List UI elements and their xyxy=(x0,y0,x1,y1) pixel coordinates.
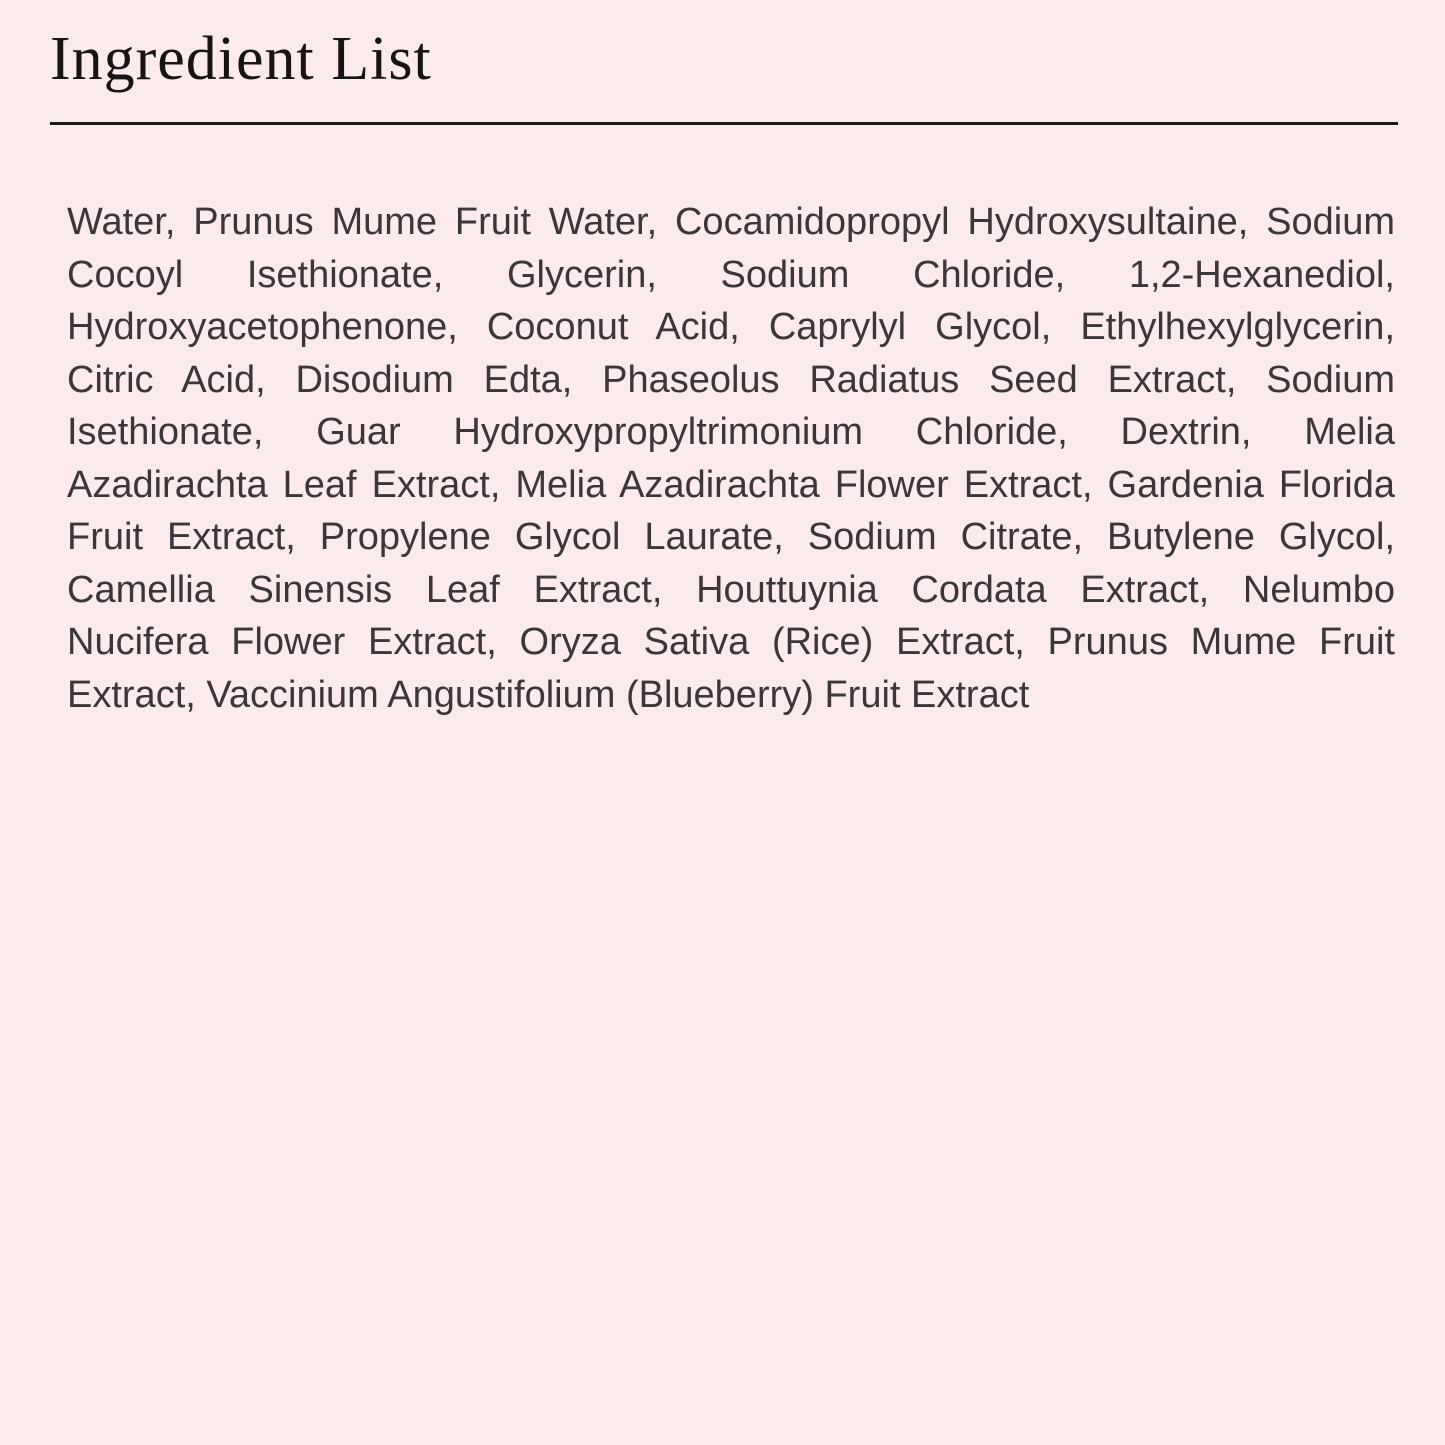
ingredient-line: Isethionate, Guar Hydroxypropyltrimonium Chloride, Dextrin, Melia xyxy=(67,411,1395,453)
ingredient-line: Nucifera Flower Extract, Oryza Sativa (Rice) Extract, Prunus Mume Fruit xyxy=(67,621,1395,663)
page-title: Ingredient List xyxy=(50,25,432,93)
ingredient-line: Fruit Extract, Propylene Glycol Laurate, Sodium Citrate, Butylene Glycol, xyxy=(67,516,1395,558)
title-divider xyxy=(50,122,1398,125)
ingredient-line: Camellia Sinensis Leaf Extract, Houttuynia Cordata Extract, Nelumbo xyxy=(67,568,1395,611)
ingredient-line: Cocoyl Isethionate, Glycerin, Sodium Chloride, 1,2-Hexanediol, xyxy=(67,253,1395,296)
ingredient-line: Extract, Vaccinium Angustifolium (Blueberry) Fruit Extract xyxy=(67,673,1030,716)
ingredient-line: Citric Acid, Disodium Edta, Phaseolus Radiatus Seed Extract, Sodium xyxy=(67,358,1395,401)
ingredient-line: Azadirachta Leaf Extract, Melia Azadirachta Flower Extract, Gardenia Florida xyxy=(67,463,1395,506)
ingredient-line: Water, Prunus Mume Fruit Water, Cocamidopropyl Hydroxysultaine, Sodium xyxy=(67,201,1395,243)
ingredient-list-paragraph xyxy=(67,196,1395,721)
ingredient-line: Hydroxyacetophenone, Coconut Acid, Caprylyl Glycol, Ethylhexylglycerin, xyxy=(67,306,1395,348)
